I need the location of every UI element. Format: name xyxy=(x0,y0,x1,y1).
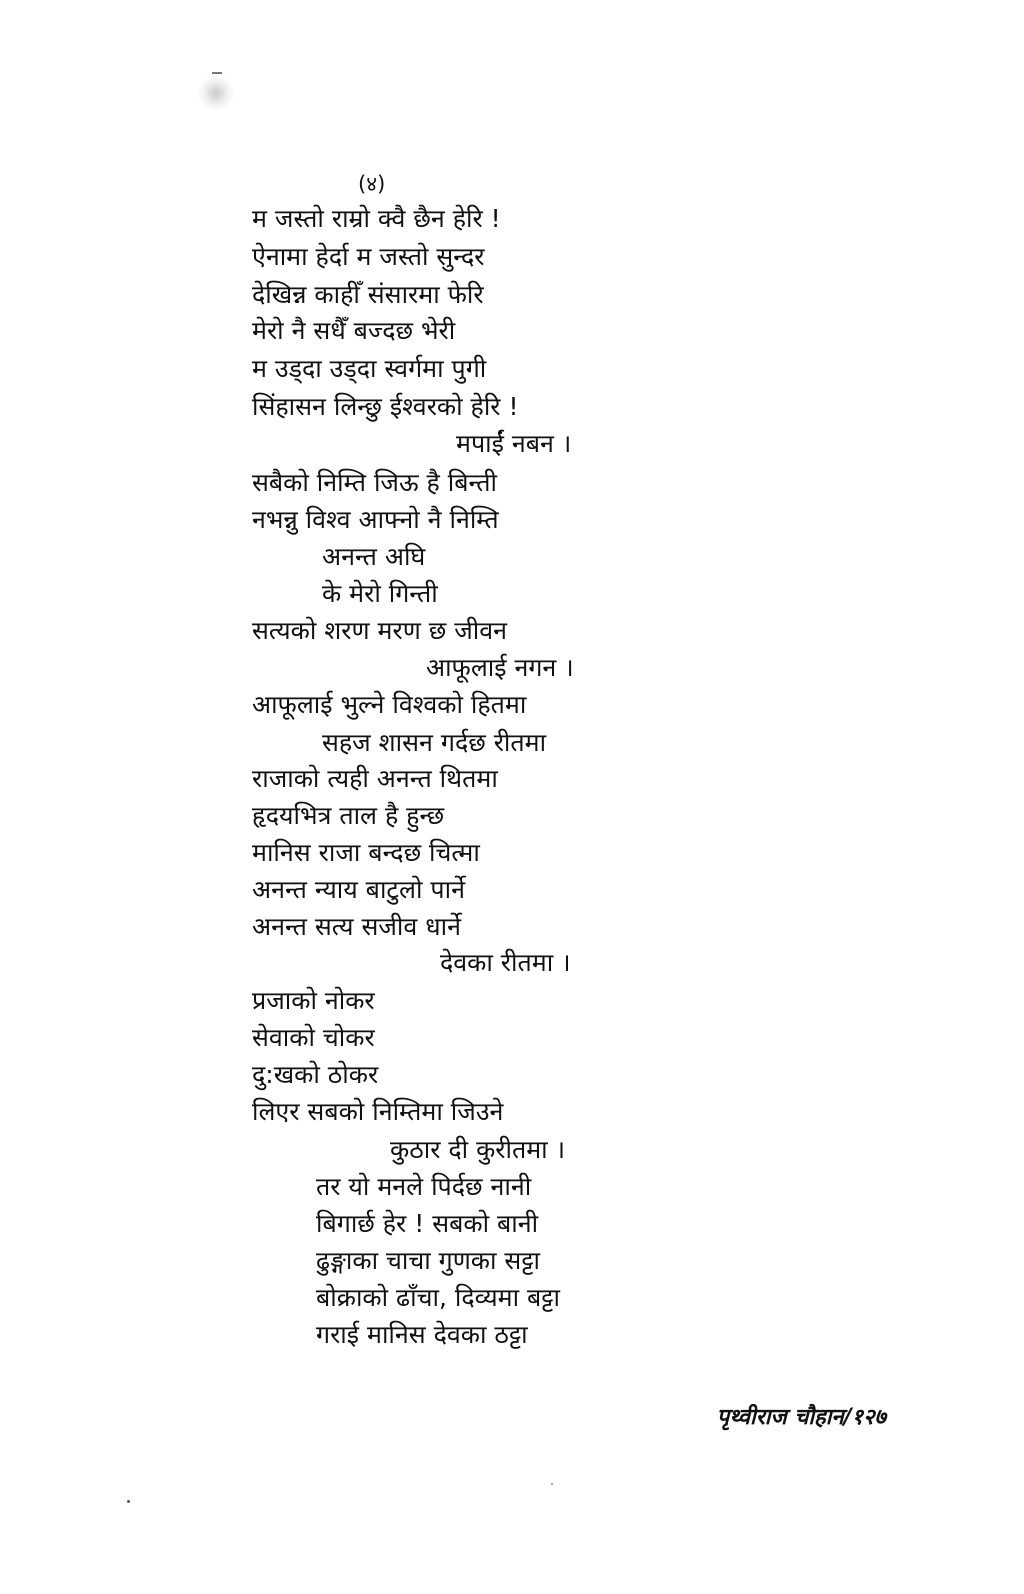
poem-line: लिएर सबको निम्तिमा जिउने xyxy=(252,1097,504,1126)
poem-line: राजाको त्यही अनन्त थितमा xyxy=(252,764,498,793)
poem-line: बिगार्छ हेर ! सबको बानी xyxy=(316,1209,539,1238)
poem-line: आफूलाई भुल्ने विश्वको हितमा xyxy=(252,690,527,719)
poem-line: सत्यको शरण मरण छ जीवन xyxy=(252,616,507,645)
poem-line: ढुङ्गाका चाचा गुणका सट्टा xyxy=(316,1246,541,1275)
poem-line: सहज शासन गर्दछ रीतमा xyxy=(322,728,547,757)
poem-line: बोक्राको ढाँचा, दिव्यमा बट्टा xyxy=(316,1283,560,1312)
poem-line: कुठार दी कुरीतमा । xyxy=(390,1135,566,1164)
ink-mark xyxy=(212,72,222,74)
poem-line: अनन्त सत्य सजीव धार्ने xyxy=(252,912,461,941)
poem-line: तर यो मनले पिर्दछ नानी xyxy=(316,1172,532,1201)
poem-line: सेवाको चोकर xyxy=(252,1023,375,1052)
poem-line: दु:खको ठोकर xyxy=(252,1060,379,1089)
poem-line: मानिस राजा बन्दछ चित्मा xyxy=(252,838,480,867)
poem-line: देखिन्न काहीँ संसारमा फेरि xyxy=(252,280,484,309)
poem-line: म उड्दा उड्दा स्वर्गमा पुगी xyxy=(252,354,487,383)
poem-line: गराई मानिस देवका ठट्टा xyxy=(316,1320,528,1349)
poem-line: मपाईं नबन । xyxy=(456,429,572,458)
poem-line: प्रजाको नोकर xyxy=(252,986,375,1015)
poem-line: सिंहासन लिन्छु ईश्वरको हेरि ! xyxy=(252,392,519,421)
ink-speck xyxy=(127,1500,130,1503)
poem-line: अनन्त न्याय बाटुलो पार्ने xyxy=(252,875,465,904)
ink-speck xyxy=(551,1483,553,1485)
page-smudge xyxy=(198,74,234,112)
poem-line: सबैको निम्ति जिऊ है बिन्ती xyxy=(252,468,497,497)
poem-line: के मेरो गिन्ती xyxy=(322,579,438,608)
poem-line: ऐनामा हेर्दा म जस्तो सुन्दर xyxy=(252,242,485,271)
poem-line: नभन्नु विश्व आफ्नो नै निम्ति xyxy=(252,505,499,534)
poem-line: हृदयभित्र ताल है हुन्छ xyxy=(252,801,445,830)
poem-line: देवका रीतमा । xyxy=(440,948,571,977)
poem-line: म जस्तो राम्रो क्वै छैन हेरि ! xyxy=(252,204,501,233)
poem-line: अनन्त अघि xyxy=(322,542,426,571)
poem-line: मेरो नै सधैँ बज्दछ भेरी xyxy=(252,316,456,345)
section-number: (४) xyxy=(358,172,386,196)
page-footer: पृथ्वीराज चौहान/१२७ xyxy=(716,1405,886,1430)
poem-line: आफूलाई नगन । xyxy=(426,653,574,682)
